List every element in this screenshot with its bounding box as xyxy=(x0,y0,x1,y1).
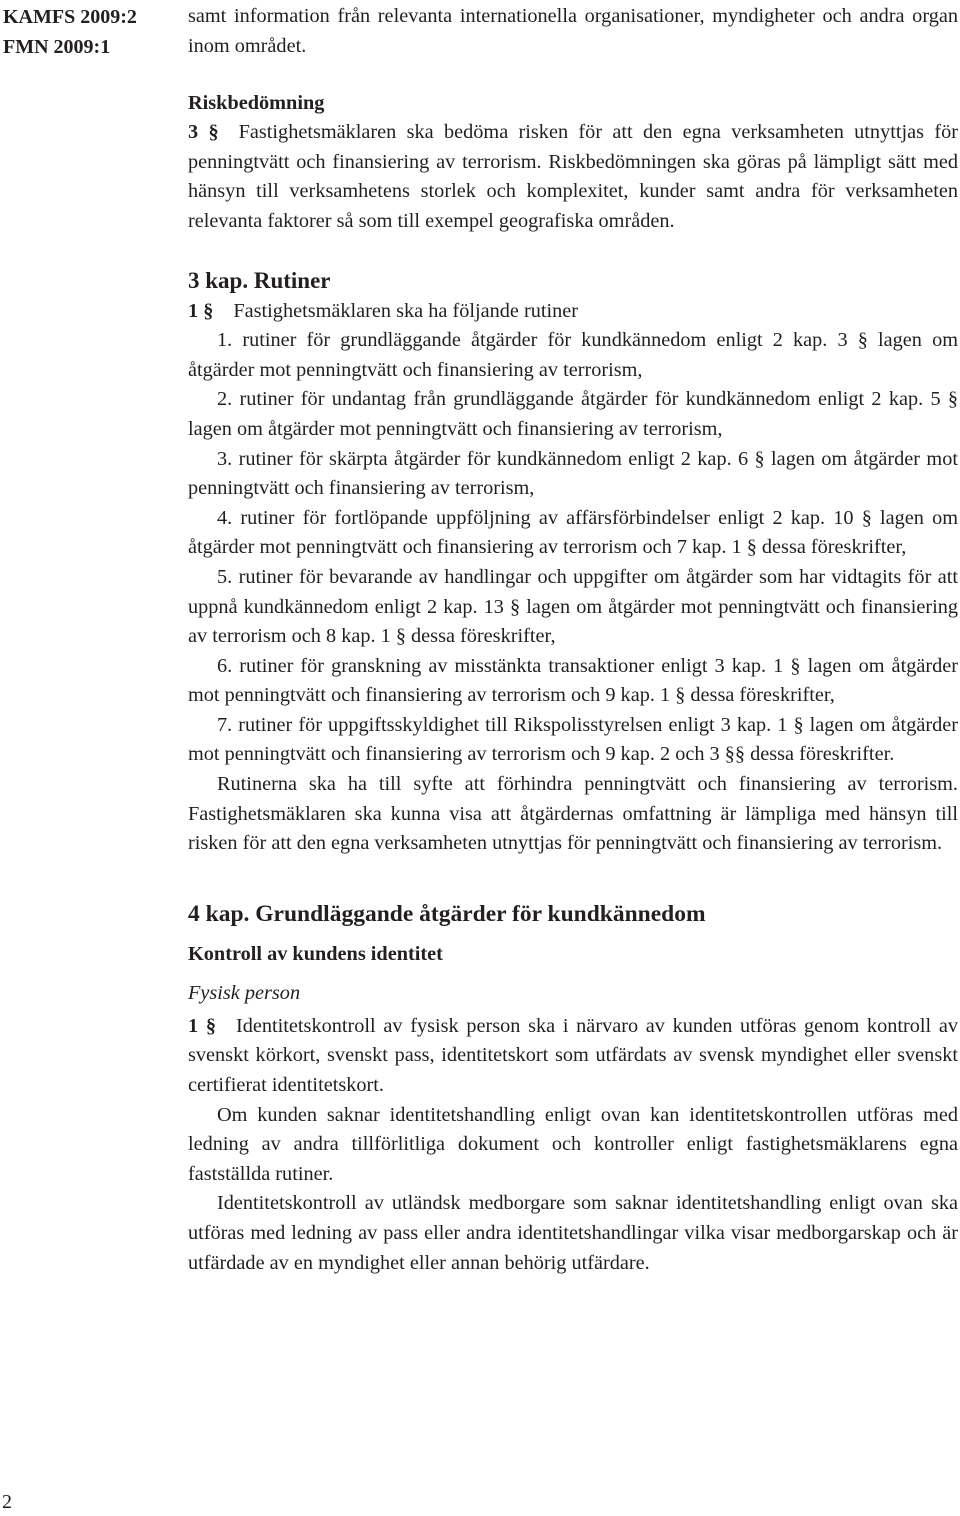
paragraph-number: 3 § xyxy=(188,121,219,144)
chapter-3-lead xyxy=(188,297,958,327)
paragraph-number: 1 § xyxy=(188,299,214,322)
kamfs-label: KAMFS 2009:2 xyxy=(3,6,137,28)
identity-paragraph-1-text: Identitetskontroll av fysisk person ska i närvaro av kunden utföras genom kontroll av svenskt körkort, svenskt pass, identitetskort som utfärdats av svensk myndighet eller svenskt certifierat identitetskort. xyxy=(188,1014,958,1097)
chapter-4-heading: 4 kap. Grundläggande åtgärder för kundkännedom xyxy=(188,900,706,927)
list-item: 3. rutiner för skärpta åtgärder för kundkännedom enligt 2 kap. 6 § lagen om åtgärder mot penningtvätt och finansiering av terrorism, xyxy=(188,447,958,500)
page-number: 2 xyxy=(2,1491,12,1513)
riskbedomning-heading: Riskbedömning xyxy=(188,92,325,115)
intro-paragraph: samt information från relevanta internationella organisationer, myndigheter och andra organ inom området. xyxy=(188,5,958,57)
document-identifier xyxy=(3,2,137,62)
identity-paragraph-1 xyxy=(188,1012,958,1101)
list-item: 7. rutiner för uppgiftsskyldighet till Rikspolisstyrelsen enligt 3 kap. 1 § lagen om åtgärder mot penningtvätt och finansiering av terrorism och 9 kap. 2 och 3 §§ dessa föreskrifter. xyxy=(188,713,958,766)
list-item: 6. rutiner för granskning av misstänkta transaktioner enligt 3 kap. 1 § lagen om åtgärder mot penningtvätt och finansiering av terrorism och 9 kap. 1 § dessa föreskrifter, xyxy=(188,654,958,707)
paragraph-number: 1 § xyxy=(188,1014,216,1037)
list-item: 1. rutiner för grundläggande åtgärder för kundkännedom enligt 2 kap. 3 § lagen om åtgärder mot penningtvätt och finansiering av terrorism, xyxy=(188,329,958,381)
list-item: 2. rutiner för undantag från grundläggande åtgärder för kundkännedom enligt 2 kap. 5 § lagen om åtgärder mot penningtvätt och finansiering av terrorism, xyxy=(188,388,958,440)
list-item: 4. rutiner för fortlöpande uppföljning av affärsförbindelser enligt 2 kap. 10 § lagen om åtgärder mot penningtvätt och finansiering av terrorism och 7 kap. 1 § dessa föreskrifter, xyxy=(188,506,958,559)
fmn-label: FMN 2009:1 xyxy=(3,36,111,58)
list-item: 5. rutiner för bevarande av handlingar och uppgifter om åtgärder som har vidtagits för att uppnå kundkännedom enligt 2 kap. 13 § lagen om åtgärder mot penningtvätt och finansiering av terrorism och 8 kap. 1 § dessa föreskrifter, xyxy=(188,565,958,648)
identity-control-heading: Kontroll av kundens identitet xyxy=(188,942,443,965)
identity-paragraph-2: Om kunden saknar identitetshandling enligt ovan kan identitetskontrollen utföras med ledning av andra tillförlitliga dokument och kontroller enligt fastighetsmäklarens egna fastställda rutiner. xyxy=(188,1103,958,1185)
chapter-3-closing-paragraph: Rutinerna ska ha till syfte att förhindra penningtvätt och finansiering av terrorism. Fastighetsmäklaren ska kunna visa att åtgärdernas omfattning är lämpliga med hänsyn till risken för att den egna verksamheten utnyttjas för penningtvätt och finansiering av terrorism. xyxy=(188,773,958,855)
natural-person-heading: Fysisk person xyxy=(188,981,301,1004)
chapter-3-heading: 3 kap. Rutiner xyxy=(188,267,331,293)
riskbedomning-paragraph xyxy=(188,118,958,236)
identity-paragraph-3: Identitetskontroll av utländsk medborgare som saknar identitetshandling enligt ovan ska utföras med ledning av pass eller andra identitetshandlingar vilka visar medborgarskap och är utfärdade av en myndighet eller annan behörig utfärdare. xyxy=(188,1192,958,1274)
chapter-3-lead-text: Fastighetsmäklaren ska ha följande rutiner xyxy=(233,299,579,322)
page-content xyxy=(188,2,958,1278)
riskbedomning-text: Fastighetsmäklaren ska bedöma risken för att den egna verksamheten utnyttjas för penningtvätt och finansiering av terrorism. Riskbedömningen ska göras på lämpligt sätt med hänsyn till verksamhetens storlek och komplexitet, kunder samt andra för verksamheten relevanta faktorer så som till exempel geografiska områden. xyxy=(188,121,958,232)
